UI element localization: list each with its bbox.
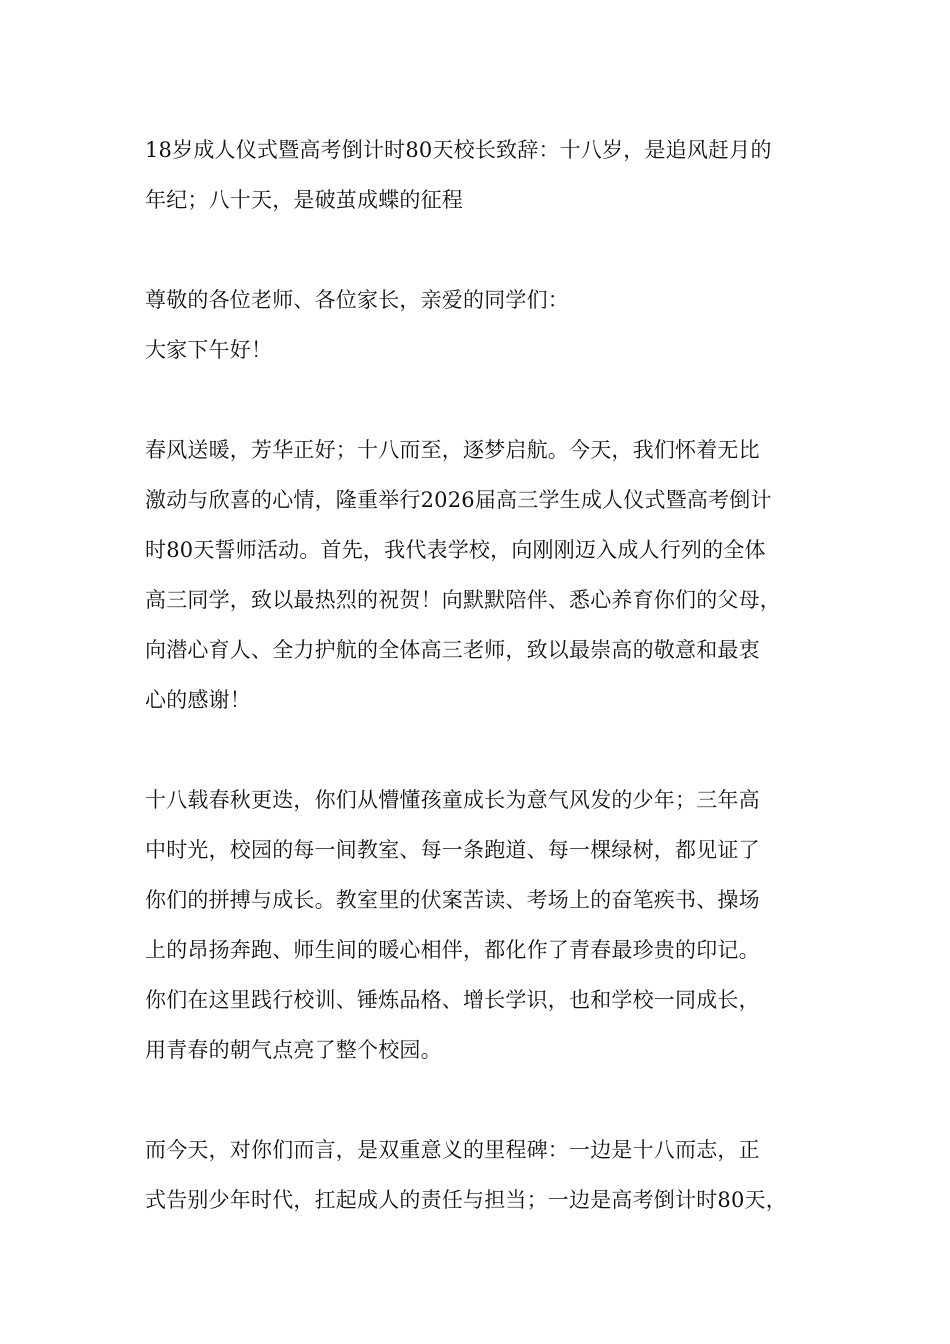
paragraph1-line-4: 高三同学，致以最热烈的祝贺！向默默陪伴、悉心养育你们的父母，: [145, 588, 781, 612]
paragraph1-line-2: 激动与欣喜的心情，隆重举行2026届高三学生成人仪式暨高考倒计: [145, 488, 772, 512]
paragraph2-line-6: 用青春的朝气点亮了整个校园。: [145, 1038, 442, 1062]
paragraph2-line-3: 你们的拼搏与成长。教室里的伏案苦读、考场上的奋笔疾书、操场: [145, 888, 760, 912]
paragraph1-line-5: 向潜心育人、全力护航的全体高三老师，致以最崇高的敬意和最衷: [145, 638, 760, 662]
title-line-2: 年纪；八十天，是破茧成蝶的征程: [145, 188, 463, 212]
paragraph1-line-6: 心的感谢！: [145, 688, 251, 712]
paragraph3-line-2: 式告别少年时代，扛起成人的责任与担当；一边是高考倒计时80天，: [145, 1188, 787, 1212]
title-line-1: 18岁成人仪式暨高考倒计时80天校长致辞：十八岁，是追风赶月的: [145, 138, 772, 162]
paragraph1-line-1: 春风送暖，芳华正好；十八而至，逐梦启航。今天，我们怀着无比: [145, 438, 760, 462]
paragraph2-line-2: 中时光，校园的每一间教室、每一条跑道、每一棵绿树，都见证了: [145, 838, 760, 862]
salutation: 尊敬的各位老师、各位家长，亲爱的同学们：: [145, 288, 569, 312]
paragraph1-line-3: 时80天誓师活动。首先，我代表学校，向刚刚迈入成人行列的全体: [145, 538, 766, 562]
paragraph2-line-4: 上的昂扬奔跑、师生间的暖心相伴，都化作了青春最珍贵的印记。: [145, 938, 760, 962]
paragraph2-line-1: 十八载春秋更迭，你们从懵懂孩童成长为意气风发的少年；三年高: [145, 788, 760, 812]
paragraph2-line-5: 你们在这里践行校训、锤炼品格、增长学识，也和学校一同成长，: [145, 988, 760, 1012]
greeting: 大家下午好！: [145, 338, 273, 362]
paragraph3-line-1: 而今天，对你们而言，是双重意义的里程碑：一边是十八而志，正: [145, 1138, 760, 1162]
